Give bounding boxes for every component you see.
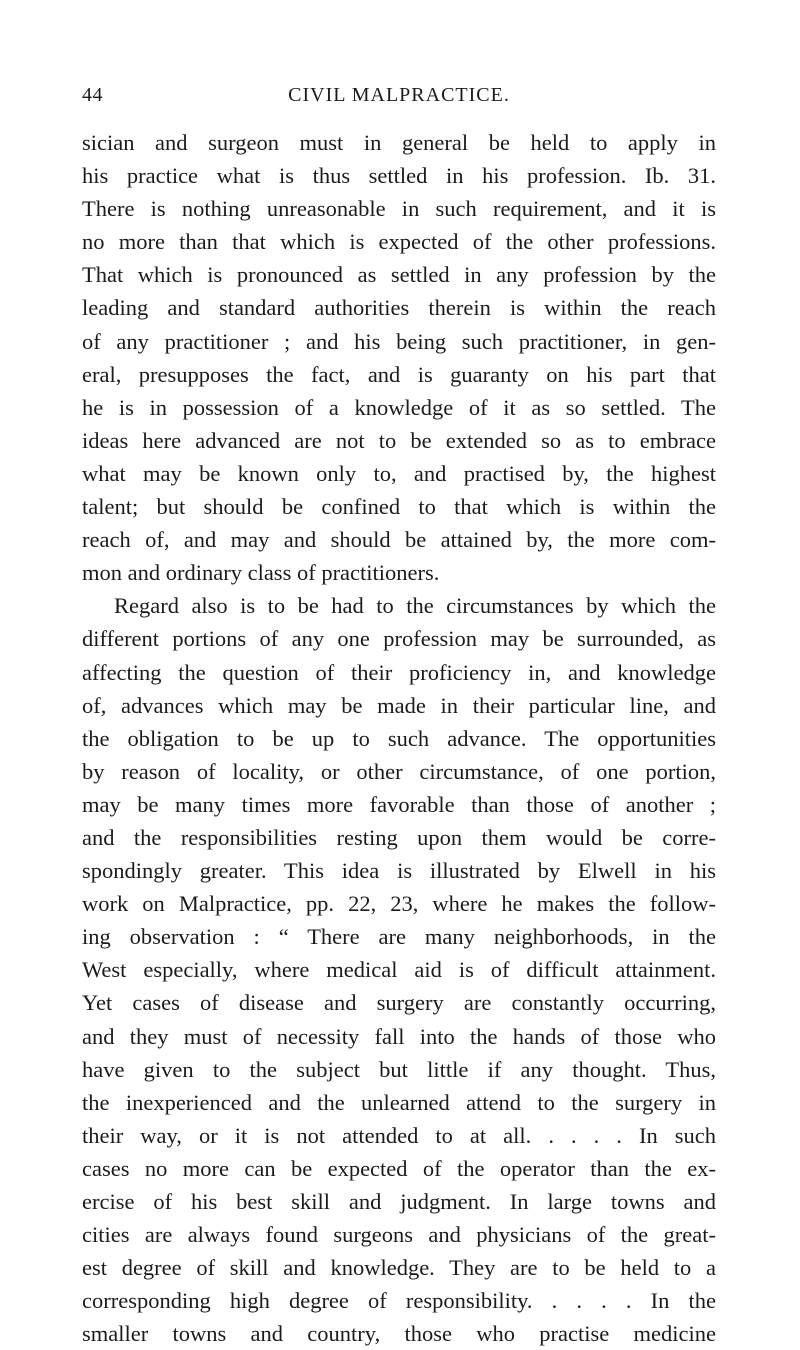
text-line: West especially, where medical aid is of difficult attainment. (82, 957, 716, 983)
text-line: his practice what is thus settled in his profession. Ib. 31. (82, 163, 716, 189)
text-line: smaller towns and country, those who practise medicine (82, 1321, 716, 1347)
text-line: cases no more can be expected of the operator than the ex- (82, 1155, 716, 1181)
paragraph-end-line: mon and ordinary class of practitioners. (82, 560, 440, 586)
text-line: he is in possession of a knowledge of it as so settled. The (82, 394, 716, 420)
text-line: spondingly greater. This idea is illustrated by Elwell in his (82, 858, 716, 884)
text-line: and they must of necessity fall into the hands of those who (82, 1023, 716, 1049)
text-line: the obligation to be up to such advance. The opportunities (82, 725, 716, 751)
text-line: may be many times more favorable than those of another ; (82, 791, 716, 817)
running-head (82, 84, 716, 114)
page-number: 44 (82, 84, 103, 106)
text-line: the inexperienced and the unlearned attend to the surgery in (82, 1089, 716, 1115)
text-line: affecting the question of their proficiency in, and knowledge (82, 659, 716, 685)
text-line: different portions of any one profession may be surrounded, as (82, 626, 716, 652)
text-line: Yet cases of disease and surgery are constantly occurring, (82, 990, 716, 1016)
text-line: reach of, and may and should be attained by, the more com- (82, 527, 716, 553)
text-line: ing observation : “ There are many neighborhoods, in the (82, 924, 716, 950)
text-line: work on Malpractice, pp. 22, 23, where he makes the follow- (82, 891, 716, 917)
text-line: their way, or it is not attended to at all. . . . . In such (82, 1122, 716, 1148)
text-line: est degree of skill and knowledge. They are to be held to a (82, 1255, 716, 1281)
text-line: ercise of his best skill and judgment. In large towns and (82, 1189, 716, 1214)
text-line: of, advances which may be made in their particular line, and (82, 692, 716, 718)
paragraph-start-line: Regard also is to be had to the circumstances by which the (114, 593, 716, 619)
text-line: There is nothing unreasonable in such requirement, and it is (82, 196, 716, 222)
text-line: leading and standard authorities therein is within the reach (82, 295, 716, 321)
running-title: CIVIL MALPRACTICE. (288, 84, 510, 106)
text-line: cities are always found surgeons and physicians of the great- (82, 1222, 716, 1248)
text-line: have given to the subject but little if any thought. Thus, (82, 1056, 716, 1082)
text-line: sician and surgeon must in general be held to apply in (82, 130, 716, 155)
text-line: talent; but should be confined to that which is within the (82, 494, 716, 520)
text-line: no more than that which is expected of the other professions. (82, 229, 716, 255)
text-line: and the responsibilities resting upon them would be corre- (82, 824, 716, 850)
text-line: eral, presupposes the fact, and is guaranty on his part that (82, 361, 716, 387)
body-text (82, 126, 716, 1350)
text-line: by reason of locality, or other circumstance, of one portion, (82, 758, 716, 784)
text-line: corresponding high degree of responsibility. . . . . In the (82, 1288, 716, 1314)
text-line: what may be known only to, and practised by, the highest (82, 460, 716, 486)
text-line: That which is pronounced as settled in any profession by the (82, 262, 716, 288)
text-line: ideas here advanced are not to be extended so as to embrace (82, 427, 716, 453)
text-line: of any practitioner ; and his being such practitioner, in gen- (82, 328, 716, 354)
